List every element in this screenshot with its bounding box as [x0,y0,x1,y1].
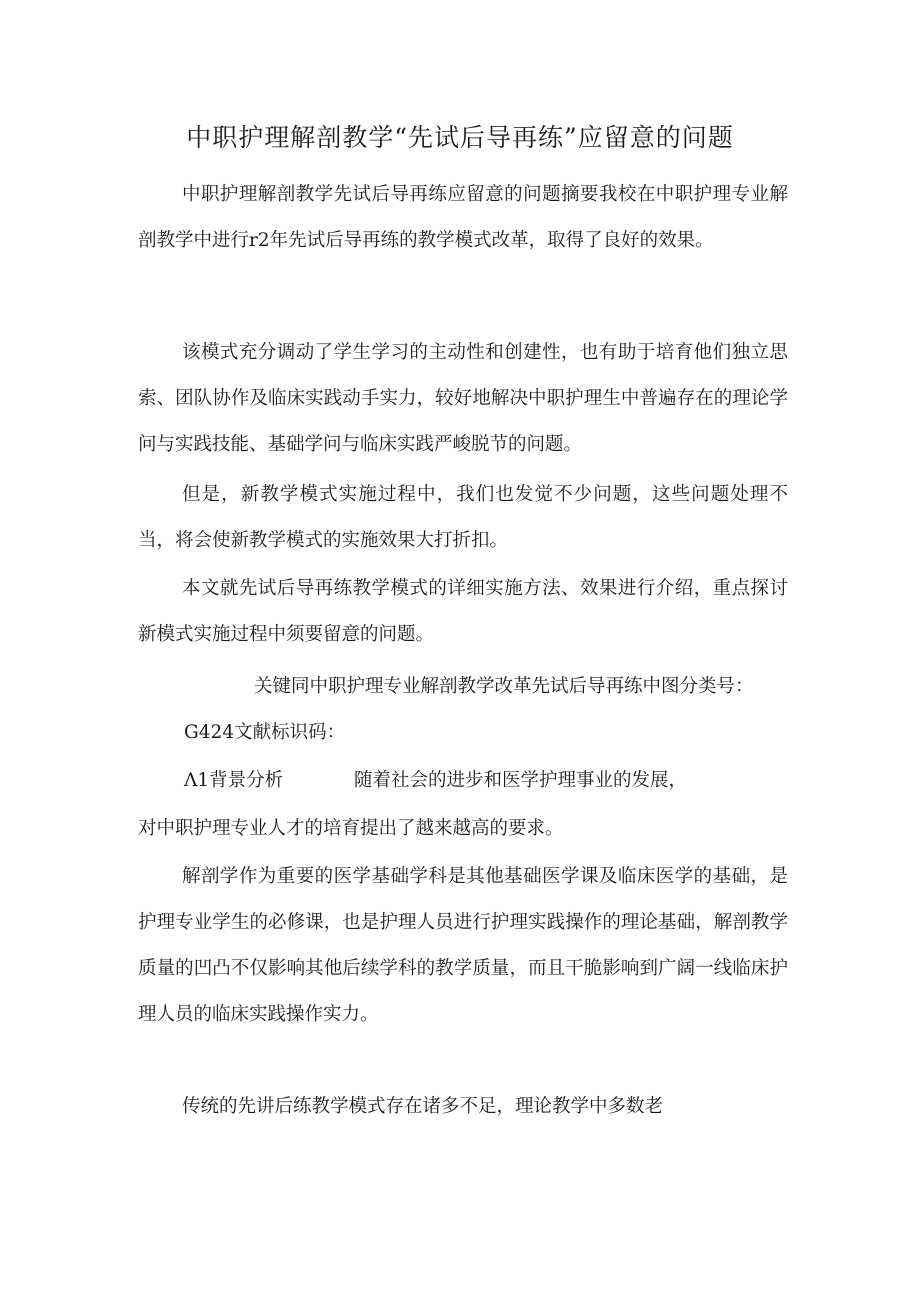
section-heading: Λ1背景分析 [184,770,284,791]
paragraph-mode-benefits: 该模式充分调动了学生学习的主动性和创建性，也有助于培育他们独立思索、团队协作及临床实践动手实力，较好地解决中职护理生中普遍存在的理论学问与实践技能、基础学问与临床实践严峻脱节的问题。 [138,342,788,455]
keywords-line: 关键同中职护理专业解剖教学改革先试后导再练中图分类号： [254,676,754,697]
paragraph-problems: 但是，新教学模式实施过程中，我们也发觉不少问题，这些问题处理不当，将会使新教学模式的实施效果大打折扣。 [138,484,788,551]
section-intro: 随着社会的进步和医学护理事业的发展， [354,770,688,791]
classification-line: G424文献标识码： [184,722,346,743]
section-intro-continued: 对中职护理专业人才的培育提出了越来越高的要求。 [138,818,564,839]
paragraph-abstract: 中职护理解剖教学先试后导再练应留意的问题摘要我校在中职护理专业解剖教学中进行r2年先试后导再练的教学模式改革，取得了良好的效果。 [138,184,788,251]
document-title: 中职护理解剖教学“先试后导再练”应留意的问题 [186,123,734,152]
paragraph-anatomy-importance: 解剖学作为重要的医学基础学科是其他基础医学课及临床医学的基础，是护理专业学生的必修课，也是护理人员进行护理实践操作的理论基础，解剖教学质量的凹凸不仅影响其他后续学科的教学质量，而且干脆影响到广阔一线临床护理人员的临床实践操作实力。 [138,866,788,1025]
paragraph-article-scope: 本文就先试后导再练教学模式的详细实施方法、效果进行介绍，重点探讨新模式实施过程中须要留意的问题。 [138,578,788,645]
paragraph-traditional-mode: 传统的先讲后练教学模式存在诸多不足，理论教学中多数老 [182,1096,664,1117]
